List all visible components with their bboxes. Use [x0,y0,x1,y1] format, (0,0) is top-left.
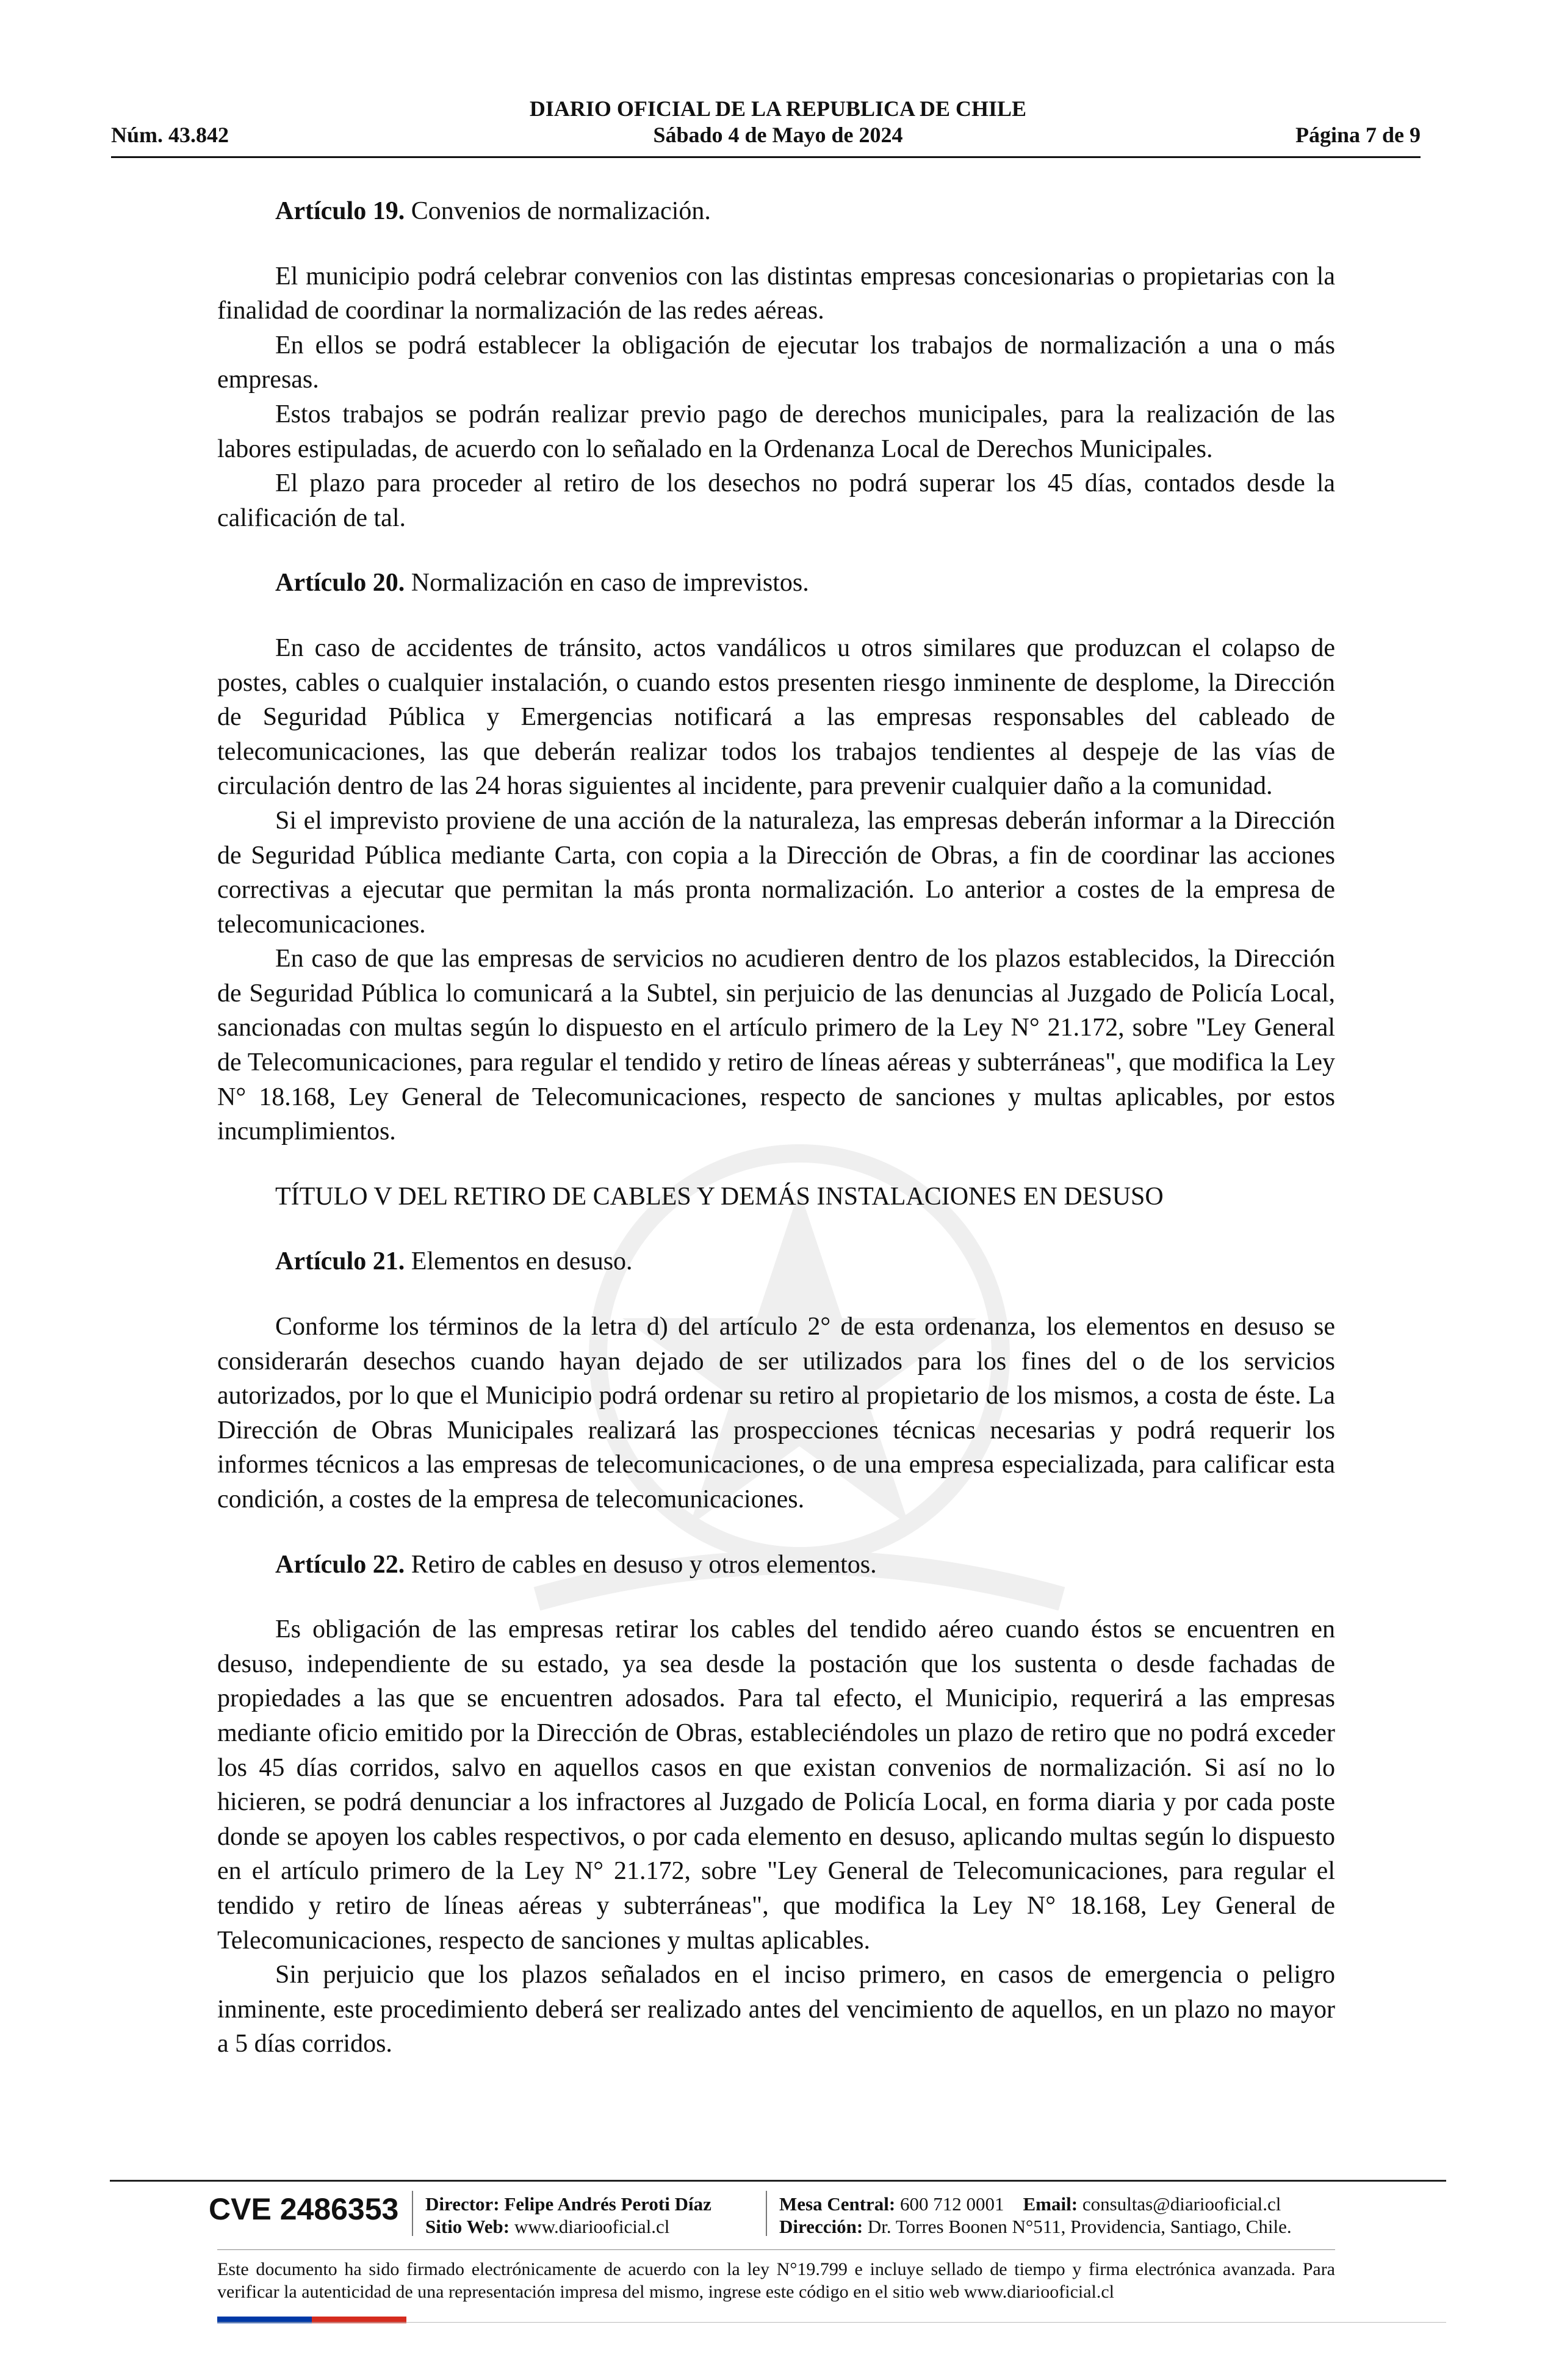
footer-bottom-divider [217,2322,1446,2323]
article-20-heading [217,566,1335,600]
email-label: Email: [1023,2193,1078,2215]
mesa-label: Mesa Central: [779,2193,896,2215]
paragraph: En ellos se podrá establecer la obligación de ejecutar los trabajos de normalización a una o más empresas. [217,331,1335,394]
issue-number: Núm. 43.842 [111,123,229,147]
paragraph: Si el imprevisto proviene de una acción de la naturaleza, las empresas deberán informar a la Dirección de Seguridad Pública mediante Carta, con copia a la Dirección de Obras, a fin de coordinar las acciones correctivas a ejecutar que permitan la más pronta normalización. Lo anterior a costes de la empresa de telecomunicaciones. [217,806,1335,939]
footer-inner-divider [217,2249,1335,2250]
website-link[interactable]: www.diariooficial.cl [510,2216,670,2237]
article-22-heading [217,1548,1335,1582]
article-label: Artículo 19. [275,197,405,225]
article-title: Elementos en desuso. [405,1247,633,1276]
paragraph: El municipio podrá celebrar convenios con las distintas empresas concesionarias o propietarias con la finalidad de coordinar la normalización de las redes aéreas. [217,262,1335,325]
paragraph: Estos trabajos se podrán realizar previo pago de derechos municipales, para la realización de las labores estipuladas, de acuerdo con lo señalado en la Ordenanza Local de Derechos Municipales. [217,400,1335,463]
footer-divider [110,2180,1446,2182]
footer-separator [766,2191,767,2236]
article-19-heading [217,194,1335,229]
document-body [217,194,1335,2061]
article-label: Artículo 22. [275,1550,405,1579]
article-21-heading [217,1244,1335,1279]
paragraph: En caso de que las empresas de servicios no acudieren dentro de los plazos establecidos, la Dirección de Seguridad Pública lo comunicará a la Subtel, sin perjuicio de las denuncias al Juzgado de Policía Local, sancionadas con multas según lo dispuesto en el artículo primero de la Ley N° 21.172, sobre "Ley General de Telecomunicaciones, para regular el tendido y retiro de líneas aéreas y subterráneas", que modifica la Ley N° 18.168, Ley General de Telecomunicaciones, respecto de sanciones y multas aplicables, por estos incumplimientos. [217,945,1335,1146]
paragraph: Sin perjuicio que los plazos señalados en el inciso primero, en casos de emergencia o peligro inminente, este procedimiento deberá ser realizado antes del vencimiento de aquellos, en un plazo no mayor a 5 días corridos. [217,1961,1335,2058]
footer-director-block [425,2193,711,2238]
address-value: Dr. Torres Boonen N°511, Providencia, Santiago, Chile. [863,2216,1292,2237]
section-title: TÍTULO V DEL RETIRO DE CABLES Y DEMÁS INSTALACIONES EN DESUSO [275,1182,1164,1211]
article-label: Artículo 20. [275,569,405,597]
director-label: Director: [425,2193,500,2215]
paragraph: Es obligación de las empresas retirar los cables del tendido aéreo cuando éstos se encuentren en desuso, independiente de su estado, ya sea desde la postación que los sustenta o desde fachadas de propiedades a las que se encuentren adosados. Para tal efecto, el Municipio, requerirá a las empresas mediante oficio emitido por la Dirección de Obras, estableciéndoles un plazo de retiro que no podrá exceder los 45 días corridos, salvo en aquellos casos en que existan convenios de normalización. Si así no lo hicieren, se podrá denunciar a los infractores al Juzgado de Policía Local, en forma diaria y por cada poste donde se apoyen los cables respectivos, o por cada elemento en desuso, aplicando multas según lo dispuesto en el artículo primero de la Ley N° 21.172, sobre "Ley General de Telecomunicaciones, para regular el tendido y retiro de líneas aéreas y subterráneas", que modifica la Ley N° 18.168, Ley General de Telecomunicaciones, respecto de sanciones y multas aplicables. [217,1615,1335,1955]
paragraph: Conforme los términos de la letra d) del artículo 2° de esta ordenanza, los elementos en desuso se considerarán desechos cuando hayan dejado de ser utilizados para los fines del o de los servicios autorizados, por lo que el Municipio podrá ordenar su retiro al propietario de los mismos, a costa de éste. La Dirección de Obras Municipales realizará las prospecciones técnicas necesarias y podrá requerir los informes técnicos a las empresas de telecomunicaciones, o de una empresa especializada, para calificar esta condición, a costes de la empresa de telecomunicaciones. [217,1313,1335,1513]
article-title: Normalización en caso de imprevistos. [405,569,809,597]
cve-code: CVE 2486353 [209,2192,399,2226]
paragraph: En caso de accidentes de tránsito, actos vandálicos u otros similares que produzcan el colapso de postes, cables o cualquier instalación, o cuando estos presenten riesgo inminente de desplome, la Dirección de Seguridad Pública y Emergencias notificará a las empresas responsables del cableado de telecomunicaciones, las que deberán realizar todos los trabajos tendientes al despeje de las vías de circulación dentro de las 24 horas siguientes al incidente, para prevenir cualquier daño a la comunidad. [217,633,1335,801]
footer-contact-block [779,2193,1292,2238]
newspaper-title: DIARIO OFICIAL DE LA REPUBLICA DE CHILE [529,96,1027,121]
header-divider [111,156,1421,158]
article-title: Convenios de normalización. [405,197,711,225]
paragraph: El plazo para proceder al retiro de los desechos no podrá superar los 45 días, contados desde la calificación de tal. [217,469,1335,532]
footer-separator [412,2191,413,2236]
address-label: Dirección: [779,2216,863,2237]
article-label: Artículo 21. [275,1247,405,1276]
issue-date: Sábado 4 de Mayo de 2024 [653,123,903,147]
mesa-phone: 600 712 0001 [895,2193,1004,2215]
page-number: Página 7 de 9 [1295,123,1421,147]
signature-notice: Este documento ha sido firmado electrónicamente de acuerdo con la ley N°19.799 e incluye sellado de tiempo y firma electrónica avanzada. Para verificar la autenticidad de una representación impresa del mismo, ingrese este código en el sitio web www.diariooficial.cl [217,2259,1335,2302]
email-link[interactable]: consultas@diariooficial.cl [1078,2193,1281,2215]
website-label: Sitio Web: [425,2216,510,2237]
director-name: Felipe Andrés Peroti Díaz [499,2193,711,2215]
article-title: Retiro de cables en desuso y otros elementos. [405,1550,877,1579]
